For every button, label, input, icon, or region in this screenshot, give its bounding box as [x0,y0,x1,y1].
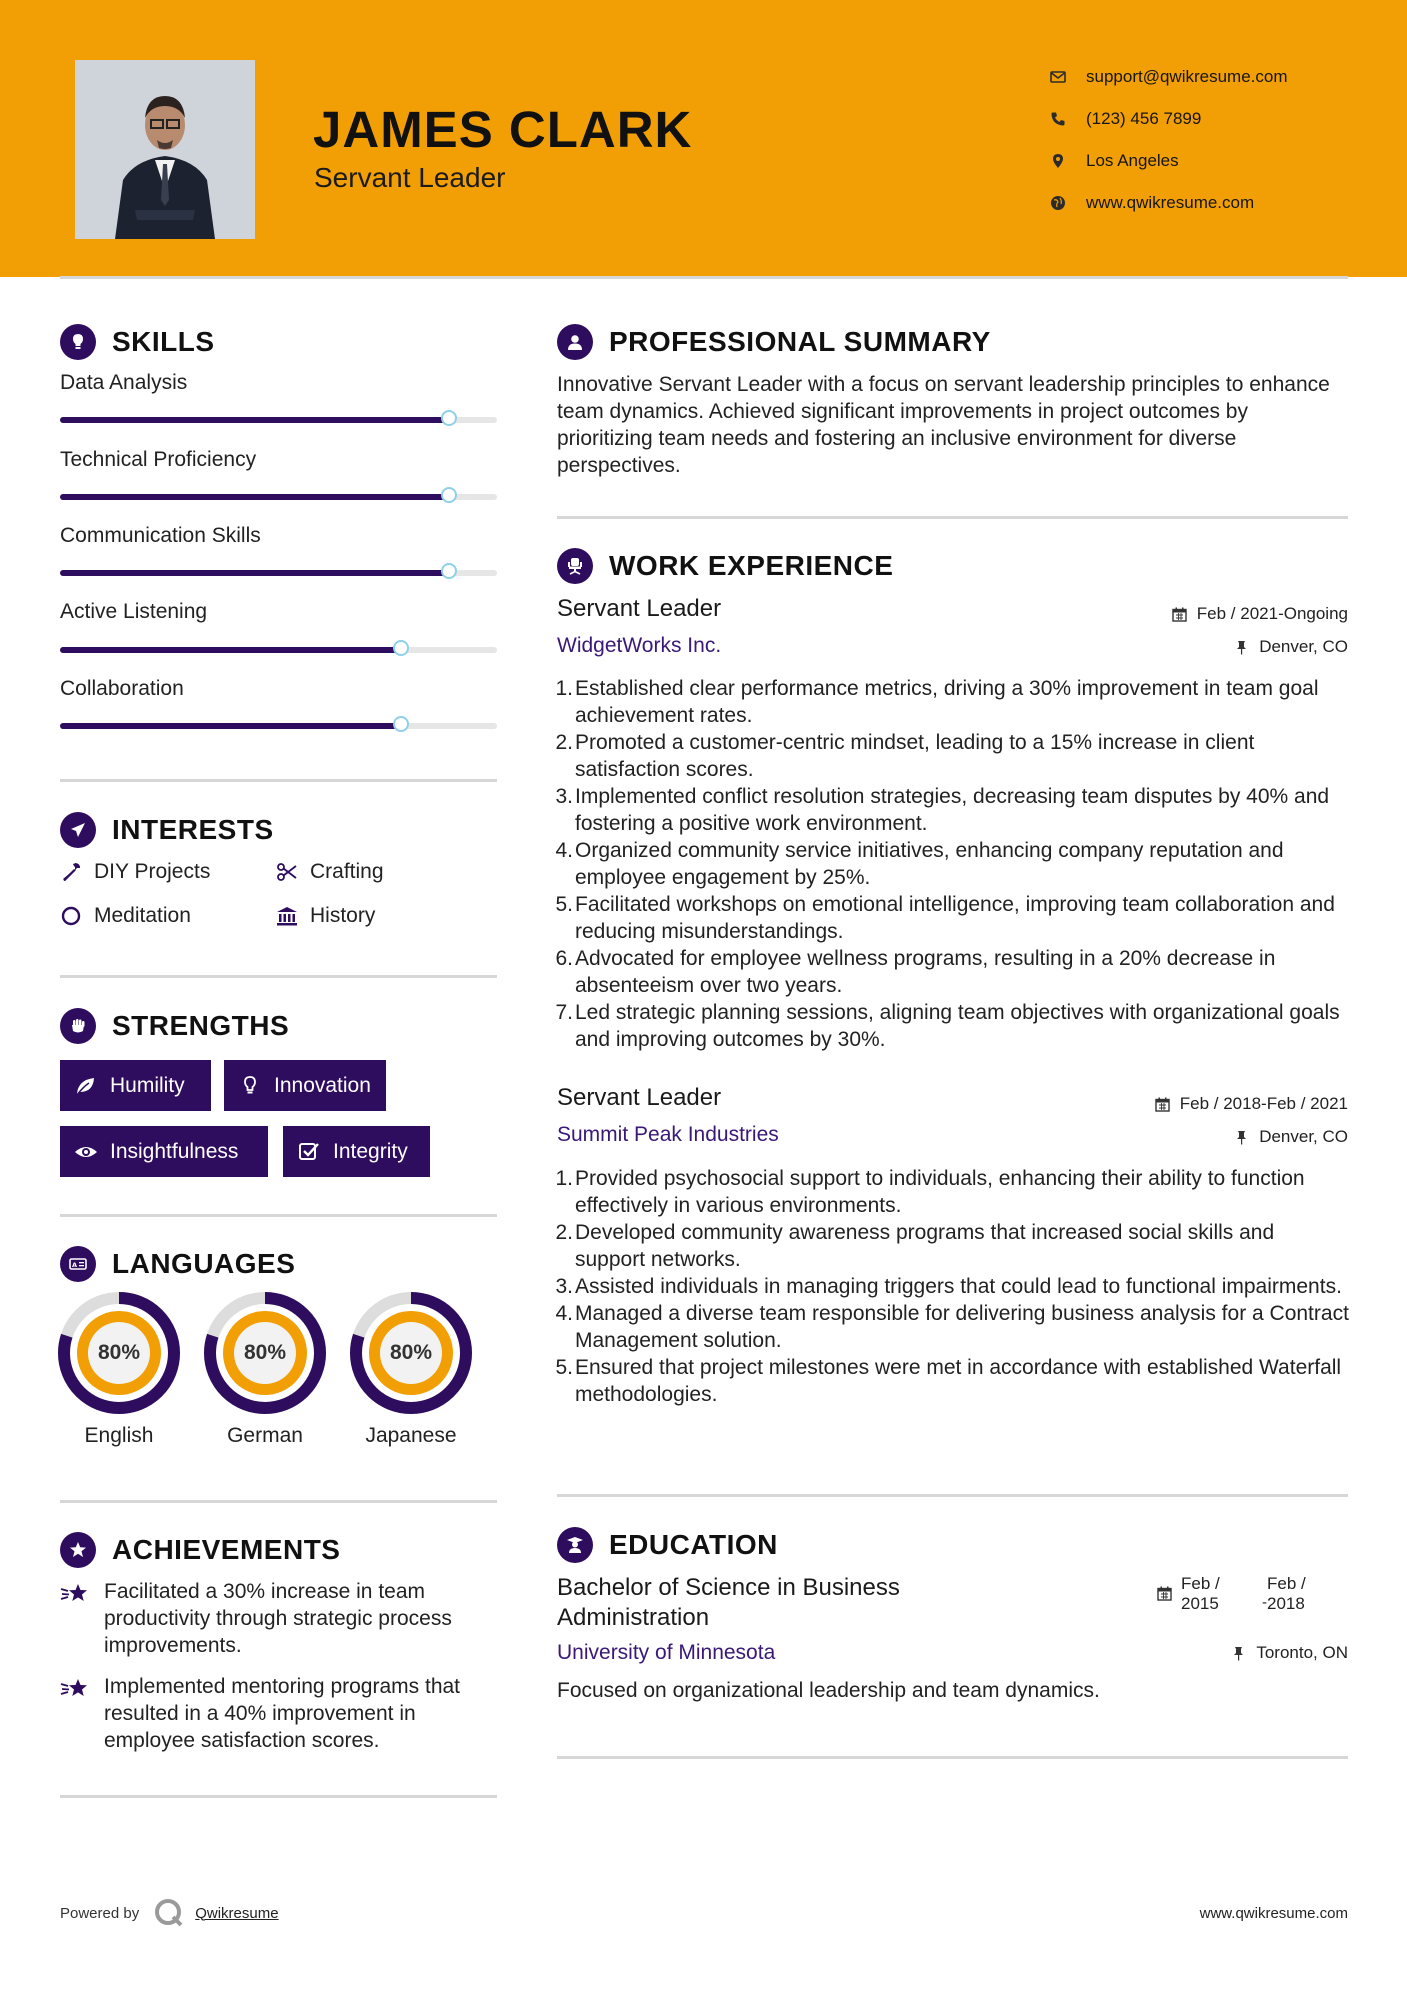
job-location [1234,637,1348,657]
section-divider [557,1494,1348,1497]
languages-title: LANGUAGES [112,1248,296,1279]
shooting-star-icon [60,1675,90,1703]
contact-phone-text: (123) 456 7899 [1086,109,1202,128]
svg-text:A: A [72,1261,78,1269]
skill-bar-fill [60,494,449,500]
education-dates [1157,1574,1307,1618]
interest-item [60,860,210,884]
job-title: Servant Leader [557,1084,722,1111]
achievement-item [60,1578,497,1659]
strengths-heading [60,1008,289,1044]
list-item: 4. Organized community service initiatives, enhancing company reputation and employee engagement by 25%. [555,839,1284,889]
achievement-text: Implemented mentoring programs that resulted in a 40% improvement in employee satisfaction scores. [104,1675,461,1752]
company-name[interactable]: Summit Peak Industries [557,1123,779,1146]
user-icon [557,324,593,360]
summary-text: Innovative Servant Leader with a focus on servant leadership principles to enhance team dynamics. Achieved significant improvements in project outcomes by prioritizing team needs and fostering an inclusive environment for diverse perspectives. [557,373,1330,477]
language-item [58,1292,180,1448]
education-heading [557,1527,778,1563]
lightbulb-icon [238,1074,262,1098]
list-item: 5. Facilitated workshops on emotional intelligence, improving team collaboration and reducing misunderstandings. [555,893,1335,943]
skill-label: Active Listening [60,600,208,623]
skill-bar [60,417,497,423]
contact-list [1050,56,1288,224]
language-percent: 80% [243,1341,287,1364]
candidate-title: Servant Leader [314,162,506,193]
skill-bar-fill [60,417,449,423]
language-item [350,1292,472,1448]
school-name[interactable]: University of Minnesota [557,1641,776,1664]
footer-powered-by [60,1897,279,1929]
interest-label: Meditation [94,904,191,927]
strength-label: Integrity [333,1139,408,1163]
company-name[interactable]: WidgetWorks Inc. [557,634,722,657]
education-end-month: Feb / [1267,1574,1306,1593]
skills-heading [60,324,215,360]
scissors-icon [276,861,298,883]
skill-label: Collaboration [60,677,184,700]
experience-heading [557,548,893,584]
footer-website[interactable]: www.qwikresume.com [1199,1905,1348,1922]
interest-item [276,860,384,884]
contact-website[interactable] [1050,182,1288,224]
strength-tag [224,1060,386,1111]
powered-by-text: Powered by [60,1904,140,1922]
list-item: 3. Assisted individuals in managing triggers that could lead to functional impairments. [555,1275,1342,1298]
education-title: EDUCATION [609,1529,778,1560]
list-item: 6. Advocated for employee wellness programs, resulting in a 20% decrease in absenteeism over two years. [555,947,1276,997]
footer-brand-link[interactable]: Qwikresume [195,1904,279,1922]
interest-label: History [310,904,376,927]
strength-tag [60,1126,268,1177]
section-divider [60,779,497,782]
strength-label: Humility [110,1073,185,1097]
job-dates-text: Feb / 2018-Feb / 2021 [1179,1094,1348,1113]
job-location [1234,1127,1348,1147]
bullet-text: Implemented conflict resolution strategies, decreasing team disputes by 40% and fostering a positive work environment. [575,785,1330,835]
list-item: 2. Developed community awareness programs that increased social skills and support networks. [555,1221,1275,1271]
language-percent: 80% [97,1341,141,1364]
job-bullets [557,1165,1349,1408]
list-item: 4. Managed a diverse team responsible for delivering business analysis for a Contract Management solution. [555,1302,1349,1352]
wrench-icon [60,861,82,883]
circle-icon [60,905,82,927]
job-dates [1172,604,1348,624]
job-dates-text: Feb / 2021-Ongoing [1196,604,1348,623]
achievements-heading [60,1532,340,1568]
skill-label: Data Analysis [60,371,188,394]
qwikresume-logo-icon [153,1897,185,1929]
star-icon [60,1532,96,1568]
leaf-icon [74,1074,98,1098]
skill-bar [60,570,497,576]
bank-icon [276,905,298,927]
skill-bar-fill [60,647,401,653]
paper-plane-icon [60,812,96,848]
interest-item [60,904,191,928]
skill-bar [60,723,497,729]
language-name: Japanese [365,1424,457,1447]
bullet-text: Promoted a customer-centric mindset, leading to a 15% increase in client satisfaction scores. [575,731,1255,781]
contact-location [1050,140,1288,182]
strength-tag [60,1060,211,1111]
summary-heading [557,324,991,360]
achievement-text: Facilitated a 30% increase in team productivity through strategic process improvements. [104,1580,452,1657]
language-percent: 80% [389,1341,433,1364]
education-end [1267,1574,1306,1614]
bullet-text: Provided psychosocial support to individuals, enhancing their ability to function effectively in various environments. [575,1167,1305,1217]
strengths-title: STRENGTHS [112,1010,290,1041]
check-square-icon [297,1140,321,1164]
job-title: Servant Leader [557,595,722,622]
education-start-month: Feb / [1181,1574,1220,1593]
interests-title: INTERESTS [112,814,274,845]
bullet-text: Established clear performance metrics, driving a 30% improvement in team goal achievement rates. [575,677,1319,727]
contact-location-text: Los Angeles [1086,151,1179,170]
envelope-icon [1050,69,1066,85]
list-item: 7. Led strategic planning sessions, aligning team objectives with organizational goals and improving outcomes by 30%. [555,1001,1340,1051]
section-divider [557,516,1348,519]
lightbulb-icon [60,324,96,360]
language-name: English [84,1424,154,1447]
language-name: German [227,1424,303,1447]
pushpin-icon [1234,1130,1249,1145]
skill-bar [60,494,497,500]
fist-icon [60,1008,96,1044]
eye-icon [74,1140,98,1164]
job-location-text: Denver, CO [1259,1127,1348,1146]
skill-bar-knob [441,563,457,579]
contact-phone[interactable] [1050,98,1288,140]
experience-title: WORK EXPERIENCE [609,550,894,581]
skill-bar [60,647,497,653]
calendar-icon [1155,1097,1170,1112]
bullet-text: Led strategic planning sessions, aligning team objectives with organizational goals and improving outcomes by 30%. [575,1001,1340,1051]
bullet-text: Assisted individuals in managing triggers that could lead to functional impairments. [575,1275,1342,1298]
contact-email[interactable] [1050,56,1288,98]
skill-label: Communication Skills [60,524,261,547]
globe-icon [1050,195,1066,211]
bullet-text: Organized community service initiatives, enhancing company reputation and employee engagement by 25%. [575,839,1284,889]
section-divider [557,1756,1348,1759]
education-location-text: Toronto, ON [1256,1643,1348,1662]
skill-bar-knob [441,487,457,503]
contact-email-text: support@qwikresume.com [1086,67,1288,86]
contact-website-text: www.qwikresume.com [1086,193,1255,212]
degree-title: Bachelor of Science in Business Administration [557,1574,900,1631]
skill-bar-fill [60,723,401,729]
interest-item [276,904,375,928]
achievement-item [60,1673,497,1754]
bullet-text: Managed a diverse team responsible for delivering business analysis for a Contract Management solution. [575,1302,1349,1352]
skills-title: SKILLS [112,326,215,357]
education-location [1231,1643,1348,1663]
skill-bar-knob [393,716,409,732]
bullet-text: Developed community awareness programs that increased social skills and support networks. [575,1221,1275,1271]
calendar-icon [1157,1586,1172,1601]
interests-heading [60,812,274,848]
list-item: 5. Ensured that project milestones were met in accordance with established Waterfall methodologies. [555,1356,1342,1406]
list-item: 1. Provided psychosocial support to individuals, enhancing their ability to function effectively in various environments. [555,1167,1305,1217]
language-item [204,1292,326,1448]
job-location-text: Denver, CO [1259,637,1348,656]
section-divider [60,1214,497,1217]
interest-label: DIY Projects [94,860,211,883]
section-divider [60,1795,497,1798]
job-dates [1155,1094,1348,1114]
strength-tag [283,1126,430,1177]
calendar-icon [1172,607,1187,622]
education-end-year: 2018 [1267,1594,1305,1613]
phone-icon [1050,111,1066,127]
skill-bar-fill [60,570,449,576]
pushpin-icon [1231,1646,1246,1661]
bullet-text: Advocated for employee wellness programs, resulting in a 20% decrease in absenteeism over two years. [575,947,1276,997]
header-divider [60,276,1348,279]
resume-header [0,0,1407,277]
profile-photo [75,60,255,239]
bullet-text: Ensured that project milestones were met in accordance with established Waterfall methodologies. [575,1356,1342,1406]
languages-heading [60,1246,295,1282]
section-divider [60,975,497,978]
language-card-icon [60,1246,96,1282]
education-description: Focused on organizational leadership and team dynamics. [557,1679,1100,1702]
bullet-text: Facilitated workshops on emotional intelligence, improving team collaboration and reducing misunderstandings. [575,893,1335,943]
education-date-dash: - [1262,1594,1267,1611]
candidate-name: JAMES CLARK [313,101,693,158]
list-item: 3. Implemented conflict resolution strategies, decreasing team disputes by 40% and fostering a positive work environment. [555,785,1330,835]
job-bullets [557,675,1349,1053]
skill-bar-knob [441,410,457,426]
skill-bar-knob [393,640,409,656]
education-start [1181,1574,1220,1614]
pushpin-icon [1234,640,1249,655]
list-item: 1. Established clear performance metrics, driving a 30% improvement in team goal achievement rates. [555,677,1319,727]
office-chair-icon [557,548,593,584]
strength-label: Innovation [274,1073,371,1097]
education-start-year: 2015 [1181,1594,1219,1613]
achievements-title: ACHIEVEMENTS [112,1534,341,1565]
map-pin-icon [1050,153,1066,169]
graduate-icon [557,1527,593,1563]
skill-label: Technical Proficiency [60,448,257,471]
list-item: 2. Promoted a customer-centric mindset, leading to a 15% increase in client satisfaction scores. [555,731,1255,781]
interest-label: Crafting [310,860,384,883]
shooting-star-icon [60,1580,90,1608]
section-divider [60,1500,497,1503]
summary-title: PROFESSIONAL SUMMARY [609,326,991,357]
strength-label: Insightfulness [110,1139,239,1163]
